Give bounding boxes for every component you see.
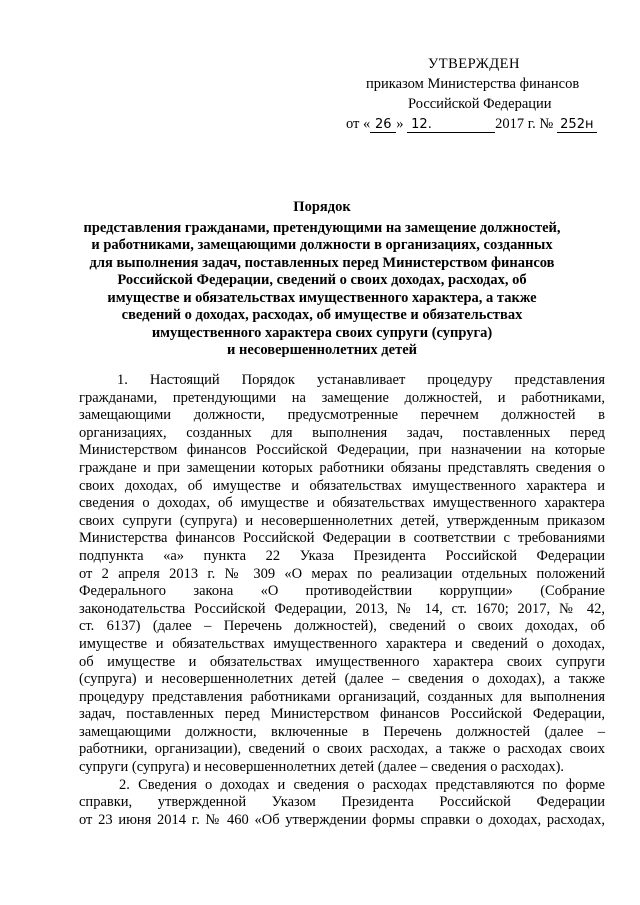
- title-line: представления гражданами, претендующими на замещение должностей,: [83, 219, 561, 236]
- text-line: справки, утвержденной Указом Президента Российской Федерации: [79, 794, 605, 811]
- text-line: супруги (супруга) и несовершеннолетних детей (далее – сведения о расходах).: [79, 759, 565, 776]
- text-line: 1. Настоящий Порядок устанавливает процедуру представления: [117, 372, 605, 388]
- text-line: Федерального закона «О противодействии коррупции» (Собрание: [79, 583, 605, 600]
- approval-federation-line: Российской Федерации: [408, 96, 552, 112]
- text-line: (супруга) и несовершеннолетних детей (далее – сведения о доходах), а также: [79, 671, 605, 688]
- approval-stamp: УТВЕРЖДЕН: [428, 56, 520, 72]
- title-line: имуществе и обязательствах имущественного характера, а также: [107, 289, 537, 306]
- approval-order-line: приказом Министерства финансов: [366, 76, 580, 92]
- approval-block: [340, 54, 610, 134]
- date-year: 2017 г. №: [495, 116, 554, 132]
- title-line: Российской Федерации, сведений о своих доходах, расходах, об: [117, 272, 527, 288]
- paragraph-1: [79, 372, 605, 777]
- title-line: и несовершеннолетних детей: [226, 342, 417, 358]
- text-line: замещающими должности, предусмотренные перечнем должностей в: [79, 407, 605, 424]
- text-line: своих доходах, об имуществе и обязательствах имущественного характера и: [79, 477, 605, 494]
- title-line: и работниками, замещающими должности в организациях, созданных: [91, 237, 553, 253]
- text-line: организациях, созданных для выполнения задач, поставленных перед: [79, 424, 605, 441]
- title-line: сведений о доходах, расходах, об имуществе и обязательствах: [121, 307, 523, 323]
- text-line: от 2 апреля 2013 г. № 309 «О мерах по реализации отдельных положений: [79, 565, 605, 582]
- text-line: сведения о доходах, об имуществе и обязательствах имущественного характера: [79, 495, 605, 512]
- text-line: своих супруги (супруга) и несовершеннолетних детей, утвержденным приказом: [79, 512, 605, 529]
- text-line: от 23 июня 2014 г. № 460 «Об утверждении формы справки о доходах, расходах,: [79, 811, 605, 828]
- text-line: ст. 6137) (далее – Перечень должностей), сведений о своих доходах, об: [79, 618, 605, 635]
- text-line: процедуру представления работниками организаций, созданных для выполнения: [79, 688, 605, 705]
- date-prefix: от «: [346, 116, 371, 132]
- text-line: Министерства финансов Российской Федерации в соответствии с требованиями: [79, 530, 605, 547]
- text-line: законодательства Российской Федерации, 2013, № 14, ст. 1670; 2017, № 42,: [79, 600, 605, 617]
- date-day: 26: [370, 118, 396, 133]
- order-number: 252н: [557, 118, 597, 133]
- date-mid: »: [396, 116, 404, 132]
- title-heading: Порядок: [293, 199, 351, 215]
- text-line: замещающими должности, включенные в Перечень должностей (далее –: [79, 723, 605, 740]
- title-line: имущественного характера своих супруги (супруга): [151, 324, 493, 341]
- document-title: [78, 199, 566, 360]
- document-body: [79, 372, 605, 829]
- title-line: для выполнения задач, поставленных перед Министерством финансов: [89, 254, 555, 271]
- text-line: Министерством финансов Российской Федерации, при назначении на которые: [79, 442, 605, 459]
- text-line: гражданами, претендующими на замещение должностей, и работниками,: [79, 389, 605, 406]
- text-line: граждане и при замещении которых работники обязаны представлять сведения о: [79, 459, 605, 476]
- text-line: работники, организации), сведений о своих расходах, а также о расходах своих: [79, 741, 605, 758]
- paragraph-2: [79, 777, 605, 830]
- text-line: подпункта «а» пункта 22 Указа Президента Российской Федерации: [79, 547, 605, 564]
- text-line: об имуществе и обязательствах имущественного характера своих супруги: [79, 653, 605, 670]
- approval-date-line: [340, 114, 610, 134]
- text-line: задач, поставленных перед Министерством финансов Российской Федерации,: [79, 706, 605, 723]
- date-month: 12.: [407, 118, 495, 133]
- text-line: 2. Сведения о доходах и сведения о расходах представляются по форме: [119, 776, 605, 793]
- text-line: имуществе и обязательствах имущественного характера и сведений о доходах,: [79, 635, 605, 652]
